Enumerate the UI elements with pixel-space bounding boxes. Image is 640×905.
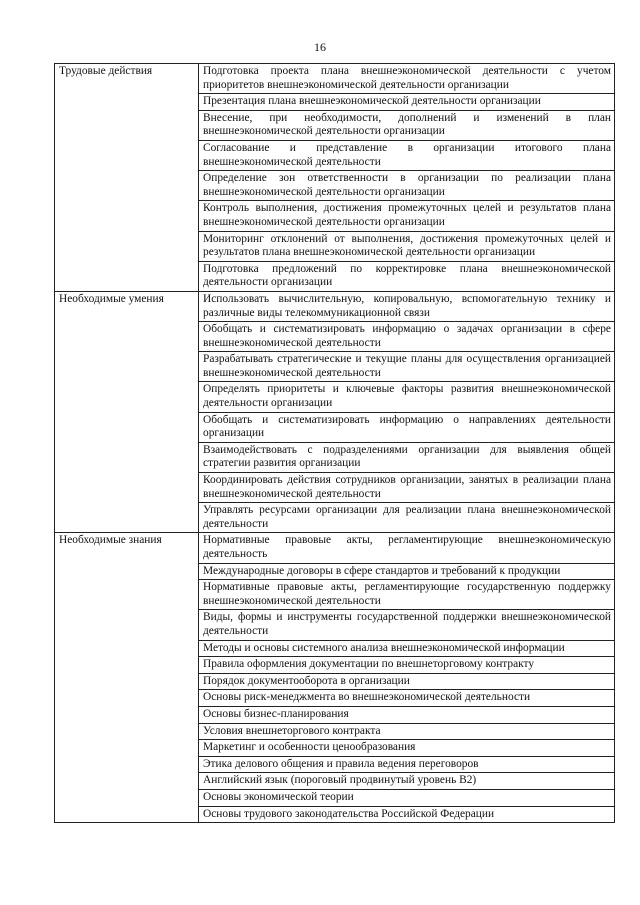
group-item: Подготовка проекта плана внешнеэкономической деятельности с учетом приоритетов внешнеэкономической деятельности организации	[199, 64, 615, 94]
group-item: Этика делового общения и правила ведения переговоров	[199, 756, 615, 773]
group-item: Определять приоритеты и ключевые факторы развития внешнеэкономической деятельности организации	[199, 382, 615, 412]
table-row	[55, 64, 615, 94]
group-item: Английский язык (пороговый продвинутый уровень В2)	[199, 773, 615, 790]
group-item: Правила оформления документации по внешнеторговому контракту	[199, 657, 615, 674]
group-item: Основы трудового законодательства Российской Федерации	[199, 806, 615, 823]
group-item: Маркетинг и особенности ценообразования	[199, 740, 615, 757]
group-item: Разрабатывать стратегические и текущие планы для осуществления организацией внешнеэкономической деятельности	[199, 352, 615, 382]
group-item: Управлять ресурсами организации для реализации плана внешнеэкономической деятельности	[199, 503, 615, 533]
group-item: Координировать действия сотрудников организации, занятых в реализации плана внешнеэкономической деятельности	[199, 473, 615, 503]
group-item: Условия внешнеторгового контракта	[199, 723, 615, 740]
page-number: 16	[314, 40, 326, 54]
spec-table	[54, 63, 615, 823]
group-item: Подготовка предложений по корректировке плана внешнеэкономической деятельности организации	[199, 261, 615, 291]
group-item: Мониторинг отклонений от выполнения, достижения промежуточных целей и результатов плана внешнеэкономической деятельности организации	[199, 231, 615, 261]
group-item: Нормативные правовые акты, регламентирующие внешнеэкономическую деятельность	[199, 533, 615, 563]
table-row	[55, 533, 615, 563]
group-item: Основы экономической теории	[199, 789, 615, 806]
group-label: Необходимые умения	[55, 291, 199, 533]
group-label: Трудовые действия	[55, 64, 199, 292]
group-item: Презентация плана внешнеэкономической деятельности организации	[199, 94, 615, 111]
table-row	[55, 291, 615, 321]
spec-table-body	[55, 64, 615, 823]
group-item: Методы и основы системного анализа внешнеэкономической информации	[199, 640, 615, 657]
group-item: Основы риск-менеджмента во внешнеэкономической деятельности	[199, 690, 615, 707]
group-item: Нормативные правовые акты, регламентирующие государственную поддержку внешнеэкономической деятельности	[199, 580, 615, 610]
group-item: Обобщать и систематизировать информацию о направлениях деятельности организации	[199, 412, 615, 442]
group-item: Порядок документооборота в организации	[199, 673, 615, 690]
group-item: Внесение, при необходимости, дополнений и изменений в план внешнеэкономической деятельности организации	[199, 110, 615, 140]
group-item: Международные договоры в сфере стандартов и требований к продукции	[199, 563, 615, 580]
group-item: Контроль выполнения, достижения промежуточных целей и результатов плана внешнеэкономической деятельности организации	[199, 201, 615, 231]
group-item: Взаимодействовать с подразделениями организации для выявления общей стратегии развития организации	[199, 442, 615, 472]
group-item: Использовать вычислительную, копировальную, вспомогательную технику и различные виды телекоммуникационной связи	[199, 291, 615, 321]
group-item: Обобщать и систематизировать информацию о задачах организации в сфере внешнеэкономической деятельности	[199, 322, 615, 352]
group-item: Определение зон ответственности в организации по реализации плана внешнеэкономической деятельности организации	[199, 171, 615, 201]
group-item: Виды, формы и инструменты государственной поддержки внешнеэкономической деятельности	[199, 610, 615, 640]
group-item: Основы бизнес-планирования	[199, 706, 615, 723]
group-item: Согласование и представление в организации итогового плана внешнеэкономической деятельности	[199, 140, 615, 170]
group-label: Необходимые знания	[55, 533, 199, 823]
